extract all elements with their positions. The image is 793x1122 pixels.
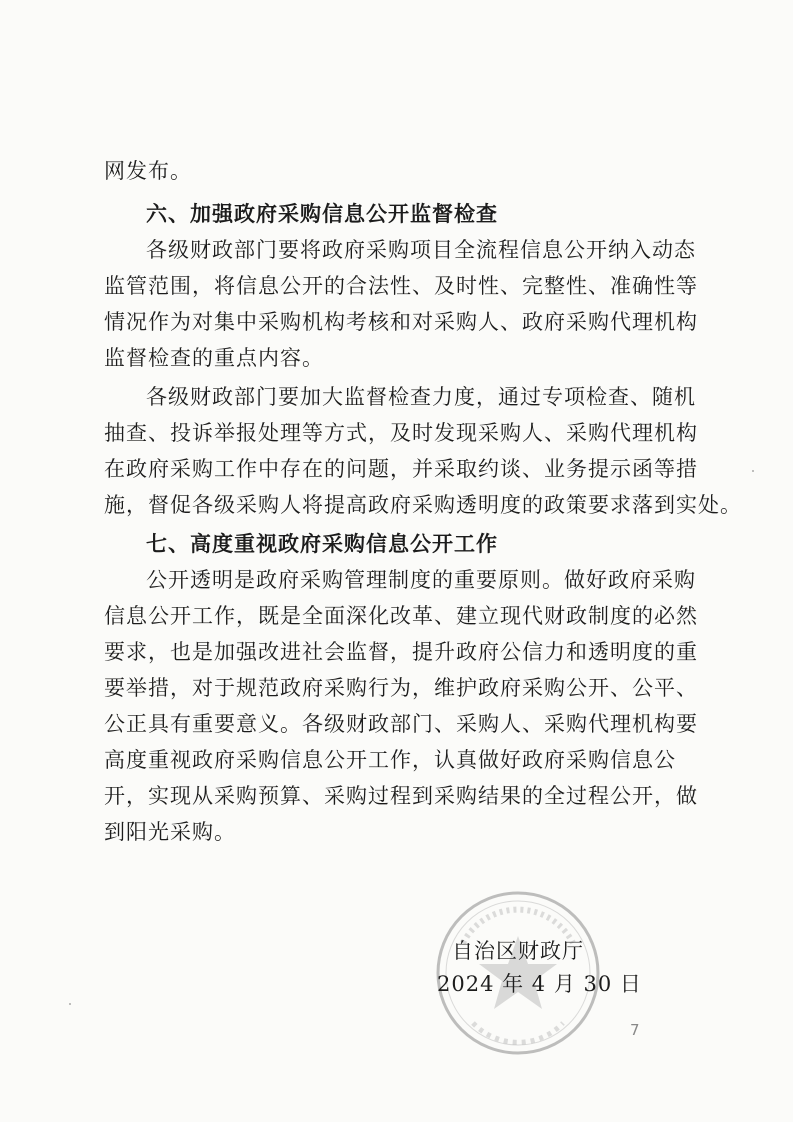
body-line: 要举措，对于规范政府采购行为，维护政府采购公开、公平、 <box>104 676 698 700</box>
body-line: 信息公开工作，既是全面深化改革、建立现代财政制度的必然 <box>104 604 698 628</box>
body-line: 抽查、投诉举报处理等方式，及时发现采购人、采购代理机构 <box>104 421 698 445</box>
body-line: 要求，也是加强改进社会监督，提升政府公信力和透明度的重 <box>104 640 698 664</box>
section-heading-7: 七、高度重视政府采购信息公开工作 <box>146 532 498 556</box>
body-line: 在政府采购工作中存在的问题，并采取约谈、业务提示函等措 <box>104 457 698 481</box>
section-heading-6: 六、加强政府采购信息公开监督检查 <box>146 202 498 226</box>
body-line: 到阳光采购。 <box>104 820 236 844</box>
body-line: 网发布。 <box>104 159 192 183</box>
body-line: 情况作为对集中采购机构考核和对采购人、政府采购代理机构 <box>104 310 698 334</box>
signature-organization: 自治区财政厅 <box>452 939 584 963</box>
body-line: 公开透明是政府采购管理制度的重要原则。做好政府采购 <box>146 568 696 592</box>
body-line: 监管范围，将信息公开的合法性、及时性、完整性、准确性等 <box>104 274 698 298</box>
signature-date: 2024 年 4 月 30 日 <box>437 972 642 996</box>
body-line: 公正具有重要意义。各级财政部门、采购人、采购代理机构要 <box>104 712 698 736</box>
body-line: 高度重视政府采购信息公开工作，认真做好政府采购信息公 <box>104 748 676 772</box>
body-line: 各级财政部门要将政府采购项目全流程信息公开纳入动态 <box>146 238 696 262</box>
scan-speck <box>69 1003 71 1005</box>
body-line: 监督检查的重点内容。 <box>104 346 324 370</box>
body-line: 各级财政部门要加大监督检查力度，通过专项检查、随机 <box>146 385 696 409</box>
scan-speck <box>752 470 754 472</box>
page-number: 7 <box>630 1021 640 1039</box>
body-line: 开，实现从采购预算、采购过程到采购结果的全过程公开，做 <box>104 784 698 808</box>
body-line: 施，督促各级采购人将提高政府采购透明度的政策要求落到实处。 <box>104 493 742 517</box>
